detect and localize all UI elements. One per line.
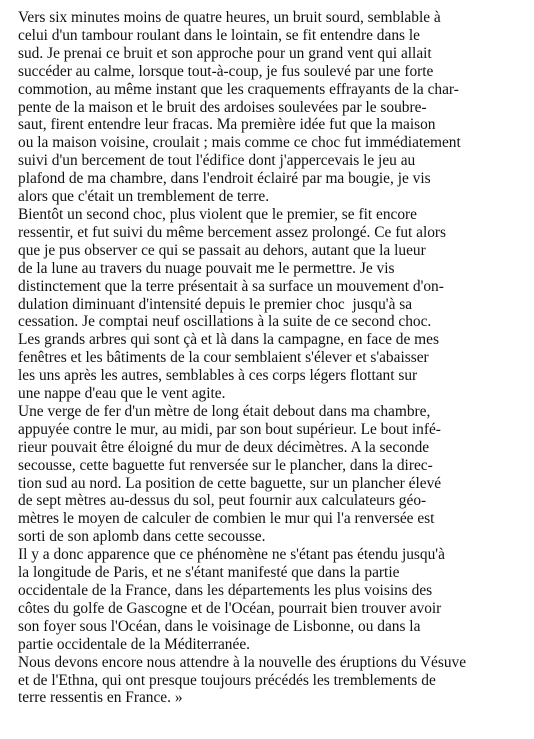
text-line: rieur pouvait être éloigné du mur de deux décimètres. A la seconde <box>18 438 430 456</box>
text-line: saut, firent entendre leur fracas. Ma première idée fut que la maison <box>18 116 436 134</box>
text-line: et de l'Ethna, qui ont presque toujours précédés les tremblements de <box>18 671 436 689</box>
text-line: une nappe d'eau que le vent agite. <box>18 385 226 403</box>
text-line: alors que c'était un tremblement de terre. <box>18 188 270 206</box>
text-line: son foyer sous l'Océan, dans le voisinage de Lisbonne, ou dans la <box>18 617 421 635</box>
text-line: fenêtres et les bâtiments de la cour semblaient s'élever et s'abaisser <box>18 349 429 367</box>
text-line: ressentir, et fut suivi du même bercement assez prolongé. Ce fut alors <box>18 223 447 241</box>
text-line: ou la maison voisine, croulait ; mais comme ce choc fut immédiatement <box>18 134 461 152</box>
text-line: succéder au calme, lorsque tout-à-coup, je fus soulevé par une forte <box>18 62 434 80</box>
text-line: suivi d'un bercement de tout l'édifice dont j'appercevais le jeu au <box>18 152 416 170</box>
text-line: côtes du golfe de Gascogne et de l'Océan, pourrait bien trouver avoir <box>18 599 442 617</box>
text-line: que je pus observer ce qui se passait au dehors, autant que la lueur <box>18 241 426 259</box>
text-line: Une verge de fer d'un mètre de long était debout dans ma chambre, <box>18 402 431 420</box>
text-line: commotion, au même instant que les craquements effrayants de la char- <box>18 80 459 98</box>
text-line: Les grands arbres qui sont çà et là dans la campagne, en face de mes <box>18 331 439 349</box>
text-line: Il y a donc apparence que ce phénomène ne s'étant pas étendu jusqu'à <box>18 546 445 564</box>
text-line: distinctement que la terre présentait à sa surface un mouvement d'on- <box>18 277 444 295</box>
text-line: de sept mètres au-dessus du sol, peut fournir aux calculateurs géo- <box>18 492 427 510</box>
text-line: occidentale de la France, dans les départements les plus voisins des <box>18 582 433 599</box>
text-line: dulation diminuant d'intensité depuis le premier choc jusqu'à sa <box>18 295 413 313</box>
text-line: de la lune au travers du nuage pouvait me le permettre. Je vis <box>18 259 395 277</box>
text-line: sud. Je prenai ce bruit et son approche pour un grand vent qui allait <box>18 44 432 62</box>
text-line: mètres le moyen de calculer de combien le mur qui l'a renversée est <box>18 510 435 528</box>
text-line: Vers six minutes moins de quatre heures, un bruit sourd, semblable à <box>18 9 441 26</box>
text-line: pente de la maison et le bruit des ardoises soulevées par le soubre- <box>18 98 427 116</box>
text-line: appuyée contre le mur, au midi, par son bout supérieur. Le bout infé- <box>18 420 441 438</box>
text-line: sorti de son aplomb dans cette secousse. <box>18 528 266 546</box>
text-line: Nous devons encore nous attendre à la nouvelle des éruptions du Vésuve <box>18 653 467 671</box>
text-line: la longitude de Paris, et ne s'étant manifesté que dans la partie <box>18 564 400 582</box>
text-line: tion sud au nord. La position de cette baguette, sur un plancher élevé <box>18 474 442 492</box>
text-line: secousse, cette baguette fut renversée sur le plancher, dans la direc- <box>18 456 433 474</box>
text-line: celui d'un tambour roulant dans le lointain, se fit entendre dans le <box>18 26 420 44</box>
text-line: plafond de ma chambre, dans l'endroit éclairé par ma bougie, je vis <box>18 170 431 188</box>
text-line: les uns après les autres, semblables à ces corps légers flottant sur <box>18 367 418 385</box>
text-line: cessation. Je comptai neuf oscillations à la suite de ce second choc. <box>18 313 432 331</box>
text-line: terre ressentis en France. » <box>18 689 183 707</box>
body-text <box>18 9 518 707</box>
text-line: partie occidentale de la Méditerranée. <box>18 635 251 653</box>
text-line: Bientôt un second choc, plus violent que le premier, se fit encore <box>18 205 417 223</box>
